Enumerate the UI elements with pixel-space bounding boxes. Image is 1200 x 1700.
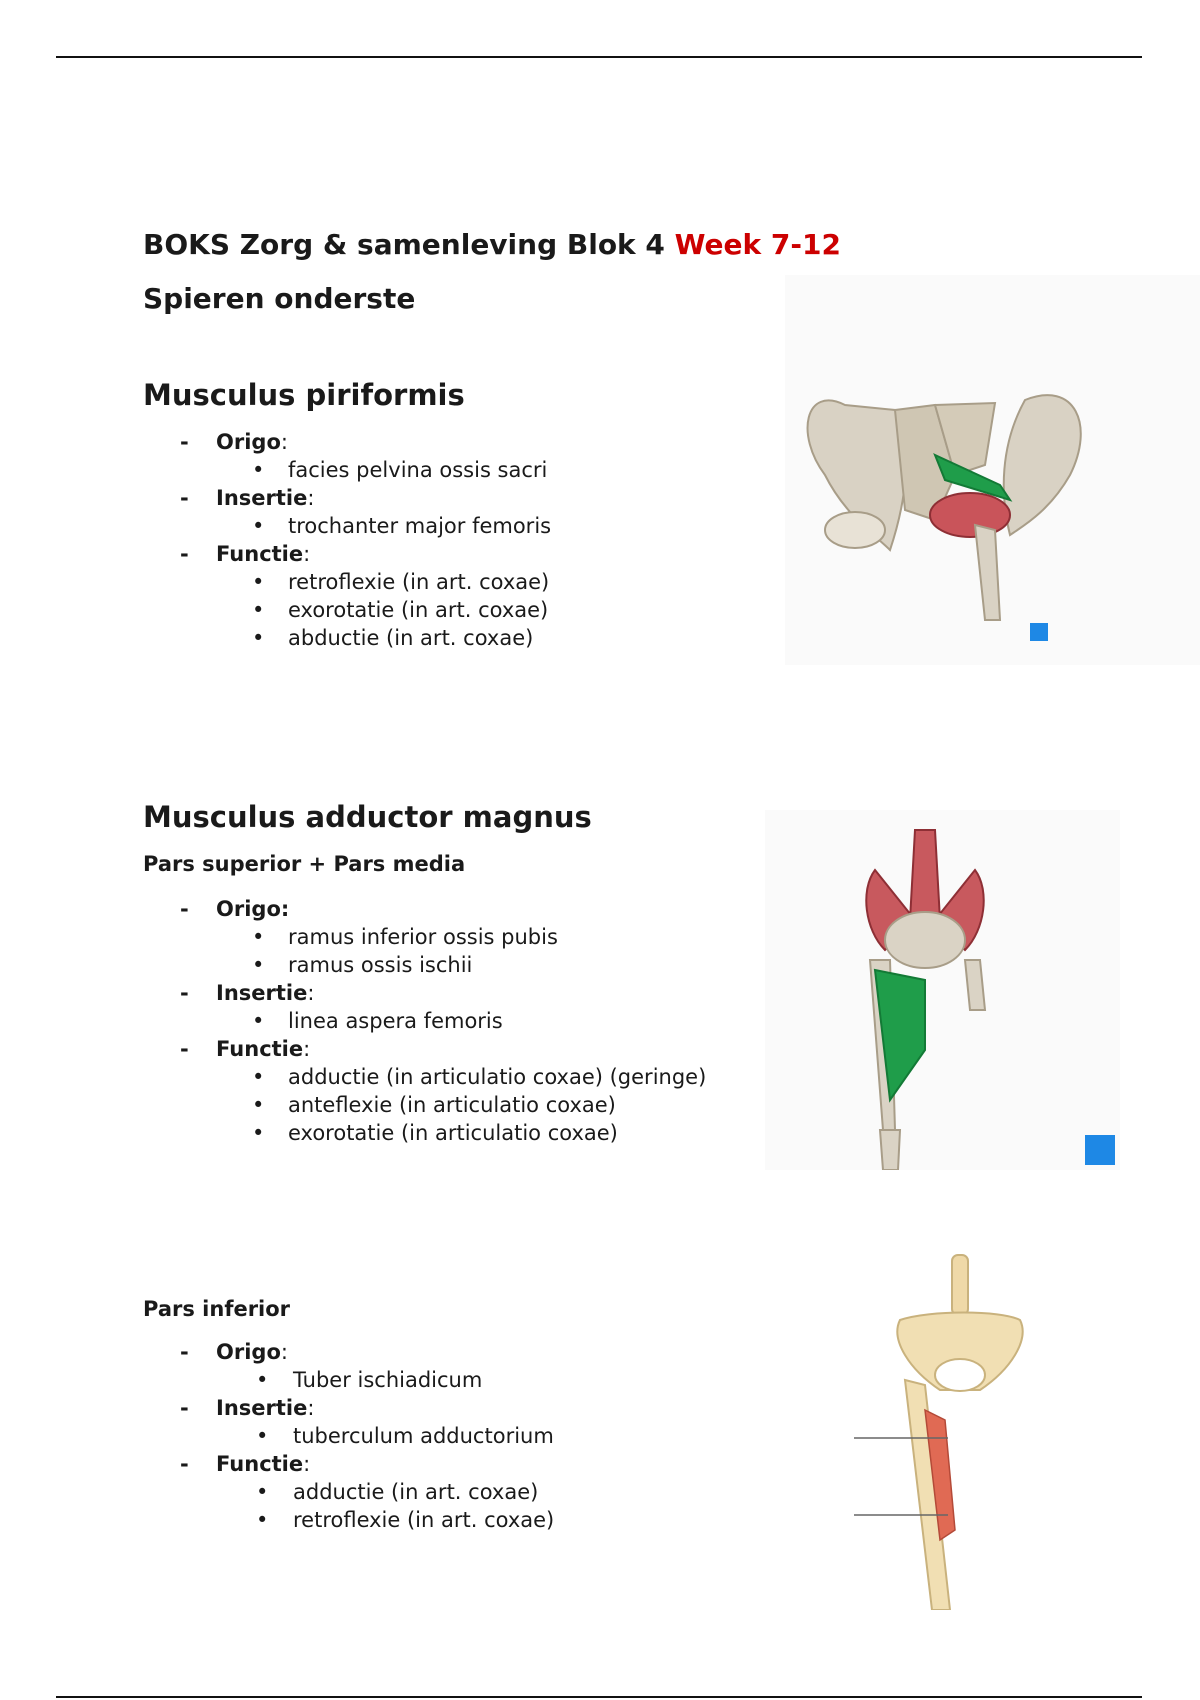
list-item: • exorotatie (in articulatio coxae) xyxy=(216,1119,706,1147)
list-item: • retroflexie (in art. coxae) xyxy=(216,568,551,596)
list-item: • anteflexie (in articulatio coxae) xyxy=(216,1091,706,1119)
functie-items xyxy=(216,1063,706,1147)
list-item: • ramus inferior ossis pubis xyxy=(216,923,706,951)
list-item: • Tuber ischiadicum xyxy=(216,1366,554,1394)
list-item: • trochanter major femoris xyxy=(216,512,551,540)
list-item: • abductie (in art. coxae) xyxy=(216,624,551,652)
subheading-pars-inferior: Pars inferior xyxy=(143,1297,291,1321)
list-item: - Origo: • Tuber ischiadicum xyxy=(143,1338,554,1394)
list-item: - Functie: • retroflexie (in art. coxae) • exorotatie (in art. coxae) • abductie (in art. coxae) xyxy=(143,540,551,652)
list-item: • exorotatie (in art. coxae) xyxy=(216,596,551,624)
list-item: - Functie: • adductie (in articulatio coxae) (geringe) • anteflexie (in articulatio coxae) • exorotatie (in articulatio coxae) xyxy=(143,1035,706,1147)
list-item: - Functie: • adductie (in art. coxae) • retroflexie (in art. coxae) xyxy=(143,1450,554,1534)
origo-items xyxy=(216,456,551,484)
list-item: - Insertie: • trochanter major femoris xyxy=(143,484,551,540)
list-item: • tuberculum adductorium xyxy=(216,1422,554,1450)
document-title: BOKS Zorg & samenleving Blok 4 Week 7-12 xyxy=(143,228,841,261)
title-accent: Week 7-12 xyxy=(674,228,841,261)
insertie-items xyxy=(216,1422,554,1450)
functie-items xyxy=(216,1478,554,1534)
list-item: • ramus ossis ischii xyxy=(216,951,706,979)
leg-adductor-magnus-illustration xyxy=(765,810,1120,1170)
list-item: • adductie (in articulatio coxae) (geringe) xyxy=(216,1063,706,1091)
list-item: • facies pelvina ossis sacri xyxy=(216,456,551,484)
insertie-items xyxy=(216,1007,706,1035)
bottom-rule xyxy=(56,1696,1142,1698)
list-item: - Origo: • ramus inferior ossis pubis • ramus ossis ischii xyxy=(143,895,706,979)
skeleton-adductor-magnus-diagram xyxy=(720,1250,1065,1610)
functie-items xyxy=(216,568,551,652)
section-heading-adductor-magnus: Musculus adductor magnus xyxy=(143,800,592,834)
document-subtitle: Spieren onderste xyxy=(143,282,416,315)
origo-items xyxy=(216,1366,554,1394)
top-rule xyxy=(56,56,1142,58)
pelvis-piriformis-illustration xyxy=(785,275,1200,665)
section-heading-piriformis: Musculus piriformis xyxy=(143,378,465,412)
list-item: • linea aspera femoris xyxy=(216,1007,706,1035)
pars-inferior-list xyxy=(143,1338,554,1534)
insertie-items xyxy=(216,512,551,540)
list-item: • retroflexie (in art. coxae) xyxy=(216,1506,554,1534)
subheading-pars-superior: Pars superior + Pars media xyxy=(143,852,466,876)
list-item: - Origo: • facies pelvina ossis sacri xyxy=(143,428,551,484)
list-item: - Insertie: • tuberculum adductorium xyxy=(143,1394,554,1450)
piriformis-list xyxy=(143,428,551,652)
list-item: • adductie (in art. coxae) xyxy=(216,1478,554,1506)
origo-items xyxy=(216,923,706,979)
pars-superior-list xyxy=(143,895,706,1147)
list-item: - Insertie: • linea aspera femoris xyxy=(143,979,706,1035)
